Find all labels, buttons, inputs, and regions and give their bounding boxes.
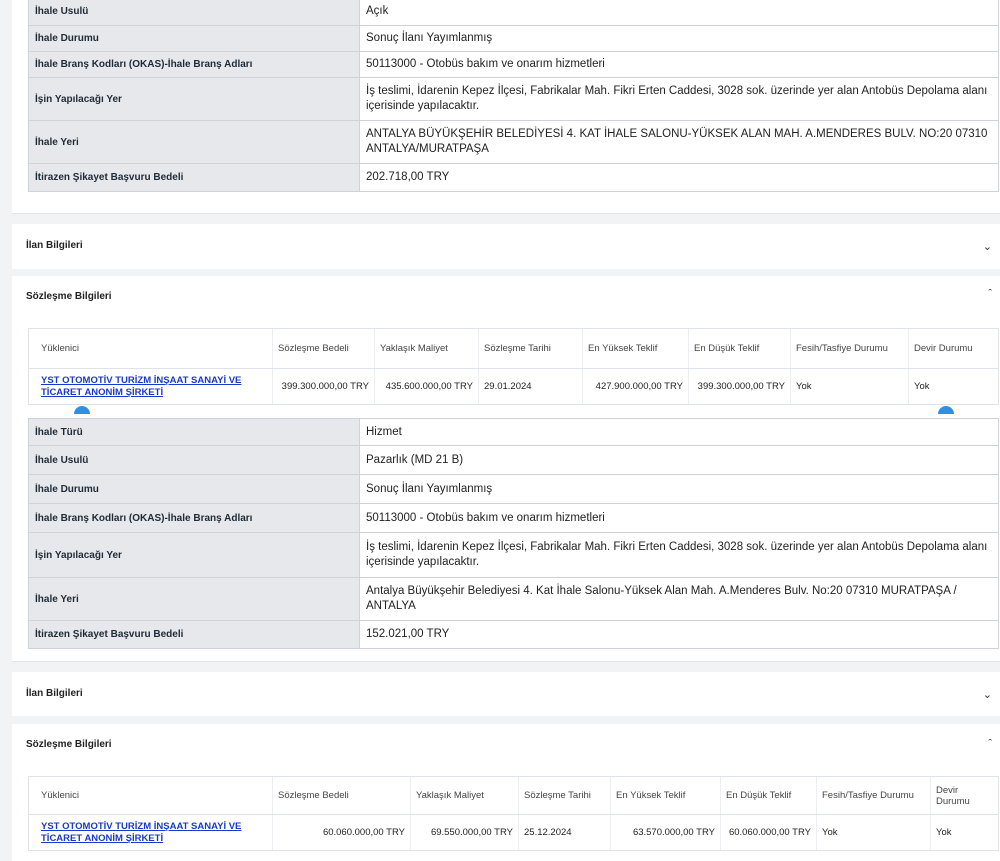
accordion-title[interactable]: Sözleşme Bilgileri (26, 291, 112, 302)
info-value: 50113000 - Otobüs bakım ve onarım hizmetleri (360, 504, 999, 533)
transfer-status-cell: Yok (909, 369, 999, 405)
info-label: İşin Yapılacağı Yer (29, 78, 360, 121)
info-value: Açık (360, 0, 999, 26)
col-header: Fesih/Tasfiye Durumu (791, 329, 909, 369)
accordion-title: İlan Bilgileri (26, 688, 83, 699)
col-header: En Düşük Teklif (721, 777, 817, 815)
info-value: 202.718,00 TRY (360, 164, 999, 192)
info-value: Sonuç İlanı Yayımlanmış (360, 475, 999, 504)
ilan-bilgileri-accordion[interactable] (12, 224, 1000, 269)
accordion-title: İlan Bilgileri (26, 240, 83, 251)
table-row (29, 815, 999, 851)
info-label: İhale Yeri (29, 578, 360, 621)
col-header: Devir Durumu (931, 777, 999, 815)
accordion-title[interactable]: Sözleşme Bilgileri (26, 739, 112, 750)
contract-date-cell: 25.12.2024 (519, 815, 611, 851)
col-header: Yüklenici (29, 329, 273, 369)
info-value: Antalya Büyükşehir Belediyesi 4. Kat İhale Salonu-Yüksek Alan Mah. A.Menderes Bulv. No:20 07310 MURATPAŞA / ANTALYA (360, 578, 999, 621)
info-label: İhale Usulü (29, 0, 360, 26)
col-header: Sözleşme Bedeli (273, 777, 411, 815)
info-row (29, 446, 999, 475)
contractor-cell (29, 369, 273, 405)
ilan-bilgileri-accordion[interactable] (12, 672, 1000, 716)
info-row (29, 52, 999, 78)
info-value: Pazarlık (MD 21 B) (360, 446, 999, 475)
contract-header-row (29, 329, 999, 369)
col-header: En Yüksek Teklif (583, 329, 689, 369)
contract-header-row (29, 777, 999, 815)
chevron-up-icon[interactable]: ˆ (988, 288, 992, 300)
info-value: ANTALYA BÜYÜKŞEHİR BELEDİYESİ 4. KAT İHALE SALONU-YÜKSEK ALAN MAH. A.MENDERES BULV. NO:20 07310 ANTALYA/MURATPAŞA (360, 121, 999, 164)
approx-cost-cell: 69.550.000,00 TRY (411, 815, 519, 851)
col-header: Yaklaşık Maliyet (411, 777, 519, 815)
termination-status-cell: Yok (791, 369, 909, 405)
info-row (29, 78, 999, 121)
lowest-bid-cell: 60.060.000,00 TRY (721, 815, 817, 851)
chevron-down-icon[interactable]: ⌄ (982, 241, 992, 253)
col-header: Sözleşme Tarihi (479, 329, 583, 369)
chevron-up-icon[interactable]: ˆ (988, 738, 992, 750)
tender-info-table (28, 418, 999, 649)
info-label: İhale Branş Kodları (OKAS)-İhale Branş Adları (29, 504, 360, 533)
info-label: İhale Usulü (29, 446, 360, 475)
col-header: En Düşük Teklif (689, 329, 791, 369)
info-row (29, 621, 999, 649)
info-row (29, 419, 999, 446)
col-header: Fesih/Tasfiye Durumu (817, 777, 931, 815)
approx-cost-cell: 435.600.000,00 TRY (375, 369, 479, 405)
info-row (29, 164, 999, 192)
termination-status-cell: Yok (817, 815, 931, 851)
highest-bid-cell: 427.900.000,00 TRY (583, 369, 689, 405)
info-label: İhale Türü (29, 419, 360, 446)
col-header: En Yüksek Teklif (611, 777, 721, 815)
info-row (29, 578, 999, 621)
col-header: Sözleşme Tarihi (519, 777, 611, 815)
lowest-bid-cell: 399.300.000,00 TRY (689, 369, 791, 405)
info-label: İhale Yeri (29, 121, 360, 164)
col-header: Devir Durumu (909, 329, 999, 369)
contract-date-cell: 29.01.2024 (479, 369, 583, 405)
info-value: İş teslimi, İdarenin Kepez İlçesi, Fabrikalar Mah. Fikri Erten Caddesi, 3028 sok. üzerinde yer alan Antobüs Depolama alanı içerisinde yapılacaktır. (360, 78, 999, 121)
chevron-down-icon[interactable]: ⌄ (982, 689, 992, 701)
contract-value-cell: 60.060.000,00 TRY (273, 815, 411, 851)
info-value: Sonuç İlanı Yayımlanmış (360, 26, 999, 52)
info-value: Hizmet (360, 419, 999, 446)
contract-table (28, 328, 999, 405)
table-row (29, 369, 999, 405)
info-label: İtirazen Şikayet Başvuru Bedeli (29, 621, 360, 649)
contract-value-cell: 399.300.000,00 TRY (273, 369, 375, 405)
info-value: 50113000 - Otobüs bakım ve onarım hizmetleri (360, 52, 999, 78)
col-header: Sözleşme Bedeli (273, 329, 375, 369)
tender-info-table (28, 0, 999, 192)
info-row (29, 533, 999, 578)
tender-panel-2 (0, 414, 1000, 861)
contractor-link[interactable]: YST OTOMOTİV TURİZM İNŞAAT SANAYİ VE TİCARET ANONİM ŞİRKETİ (41, 820, 242, 844)
contract-table (28, 776, 999, 851)
transfer-status-cell: Yok (931, 815, 999, 851)
highest-bid-cell: 63.570.000,00 TRY (611, 815, 721, 851)
info-value: 152.021,00 TRY (360, 621, 999, 649)
col-header: Yaklaşık Maliyet (375, 329, 479, 369)
info-label: İşin Yapılacağı Yer (29, 533, 360, 578)
info-label: İhale Durumu (29, 475, 360, 504)
col-header: Yüklenici (29, 777, 273, 815)
info-row (29, 26, 999, 52)
info-label: İhale Branş Kodları (OKAS)-İhale Branş Adları (29, 52, 360, 78)
info-row (29, 121, 999, 164)
info-row (29, 475, 999, 504)
contractor-link[interactable]: YST OTOMOTİV TURİZM İNŞAAT SANAYİ VE TİCARET ANONİM ŞİRKETİ (41, 374, 242, 398)
info-label: İtirazen Şikayet Başvuru Bedeli (29, 164, 360, 192)
info-label: İhale Durumu (29, 26, 360, 52)
contractor-cell (29, 815, 273, 851)
info-row (29, 0, 999, 26)
info-value: İş teslimi, İdarenin Kepez İlçesi, Fabrikalar Mah. Fikri Erten Caddesi, 3028 sok. üzerinde yer alan Antobüs Depolama alanı içerisinde yapılacaktır. (360, 533, 999, 578)
info-row (29, 504, 999, 533)
tender-panel-1 (0, 0, 1000, 414)
